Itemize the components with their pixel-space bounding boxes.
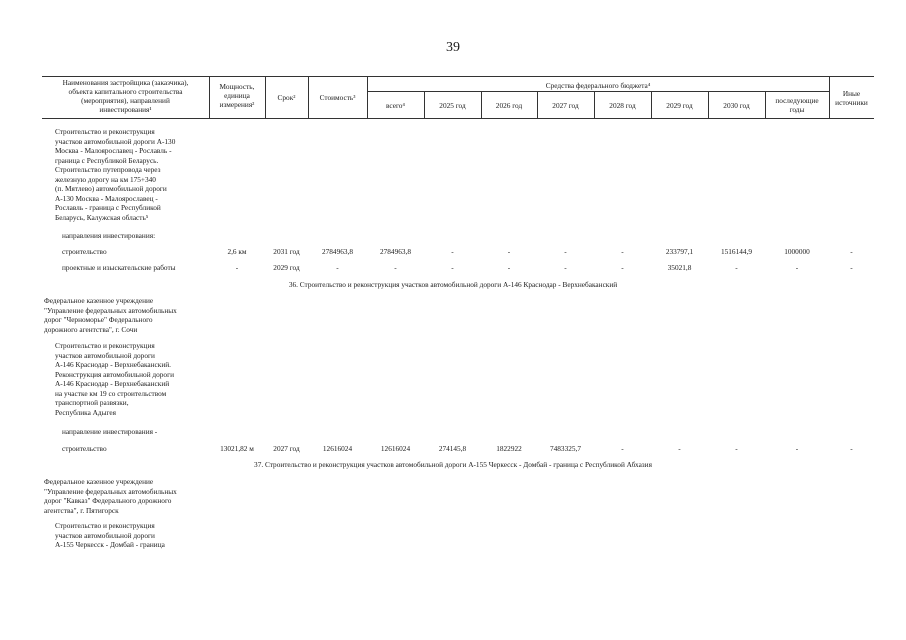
direction-label: направление инвестирования - — [62, 427, 158, 436]
header-name: Наименования застройщика (заказчика), объекта капитального строительства (мероприятия), направлений инвестирования¹ — [62, 78, 189, 114]
header-term: Срок² — [277, 93, 296, 102]
header-2027: 2027 год — [552, 101, 579, 110]
object-name-a130: Строительство и реконструкция участков автомобильной дороги А-130 Москва - Малоярославец - Рославль - граница с Республикой Беларусь. Строительство путепровода через железную дорогу на км 175+340 (п. Мятлево) автомобильной дороги А-130 Москва - Малоярославец - Рославль - граница с Республикой Беларусь, Калужская область⁵ — [55, 127, 176, 222]
customer-kavkaz: Федеральное казенное учреждение "Управление федеральных автомобильных дорог "Кавказ" Федерального дорожного агентства", г. Пятигорск — [44, 477, 177, 515]
object-name-a146: Строительство и реконструкция участков автомобильной дороги А-146 Краснодар - Верхнебаканский. Реконструкция автомобильной дороги А-146 Краснодар - Верхнебаканский на участке км 19 со строительством транспортной развязки, Республика Адыгея — [55, 341, 174, 417]
header-2025: 2025 год — [439, 101, 466, 110]
header-2030: 2030 год — [723, 101, 750, 110]
section-title-36: 36. Строительство и реконструкция участков автомобильной дороги А-146 Краснодар - Верхнебаканский — [288, 280, 618, 289]
header-capacity: Мощность, единица измерения² — [219, 82, 255, 109]
header-2029: 2029 год — [666, 101, 693, 110]
object-name-a155: Строительство и реконструкция участков автомобильной дороги А-155 Черкесск - Домбай - граница — [55, 521, 165, 549]
header-other-sources: Иные источники — [835, 89, 868, 107]
header-2026: 2026 год — [495, 101, 523, 110]
header-later-years: последующие годы — [775, 96, 819, 114]
header-cost: Стоимость³ — [319, 93, 356, 102]
header-2028: 2028 год — [609, 101, 636, 110]
header-total: всего⁴ — [386, 101, 405, 110]
header-federal-budget: Средства федерального бюджета⁴ — [545, 81, 651, 90]
page-number: 39 — [446, 40, 460, 55]
section-title-37: 37. Строительство и реконструкция участков автомобильной дороги А-155 Черкесск - Домбай - граница с Республикой Абхазия — [254, 460, 652, 469]
direction-label: направления инвестирования: — [62, 231, 156, 240]
customer-chernomorye: Федеральное казенное учреждение "Управление федеральных автомобильных дорог "Черноморье" Федерального дорожного агентства", г. Сочи — [44, 296, 177, 334]
